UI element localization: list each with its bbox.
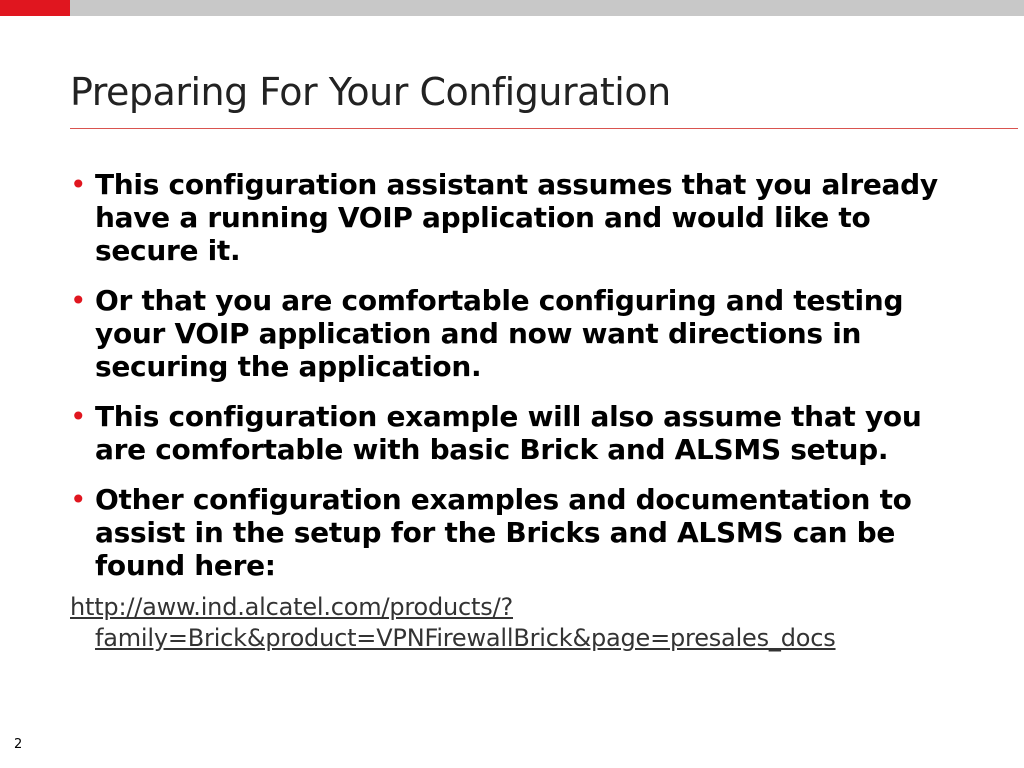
documentation-link[interactable]: http://aww.ind.alcatel.com/products/?family=Brick&product=VPNFirewallBrick&page=presales_docs: [70, 593, 836, 652]
top-accent-block: [0, 0, 70, 16]
top-bar: [0, 0, 1024, 16]
bullet-item: [70, 168, 970, 267]
bullet-text: This configuration assistant assumes that you already have a running VOIP application and would like to secure it.: [95, 168, 938, 267]
page-number: 2: [14, 737, 23, 752]
bullet-dot-icon: •: [70, 483, 87, 516]
slide-title: Preparing For Your Configuration: [70, 70, 671, 114]
bullet-text: Or that you are comfortable configuring and testing your VOIP application and now want directions in securing the application.: [95, 284, 904, 383]
title-divider: [70, 128, 1018, 129]
bullet-text: This configuration example will also assume that you are comfortable with basic Brick and ALSMS setup.: [95, 400, 922, 466]
bullet-dot-icon: •: [70, 400, 87, 433]
bullet-dot-icon: •: [70, 284, 87, 317]
bullet-list: [70, 168, 970, 599]
bullet-text: Other configuration examples and documentation to assist in the setup for the Bricks and ALSMS can be found here:: [95, 483, 912, 582]
bullet-item: [70, 400, 970, 466]
bullet-item: [70, 483, 970, 582]
bullet-item: [70, 284, 970, 383]
bullet-dot-icon: •: [70, 168, 87, 201]
